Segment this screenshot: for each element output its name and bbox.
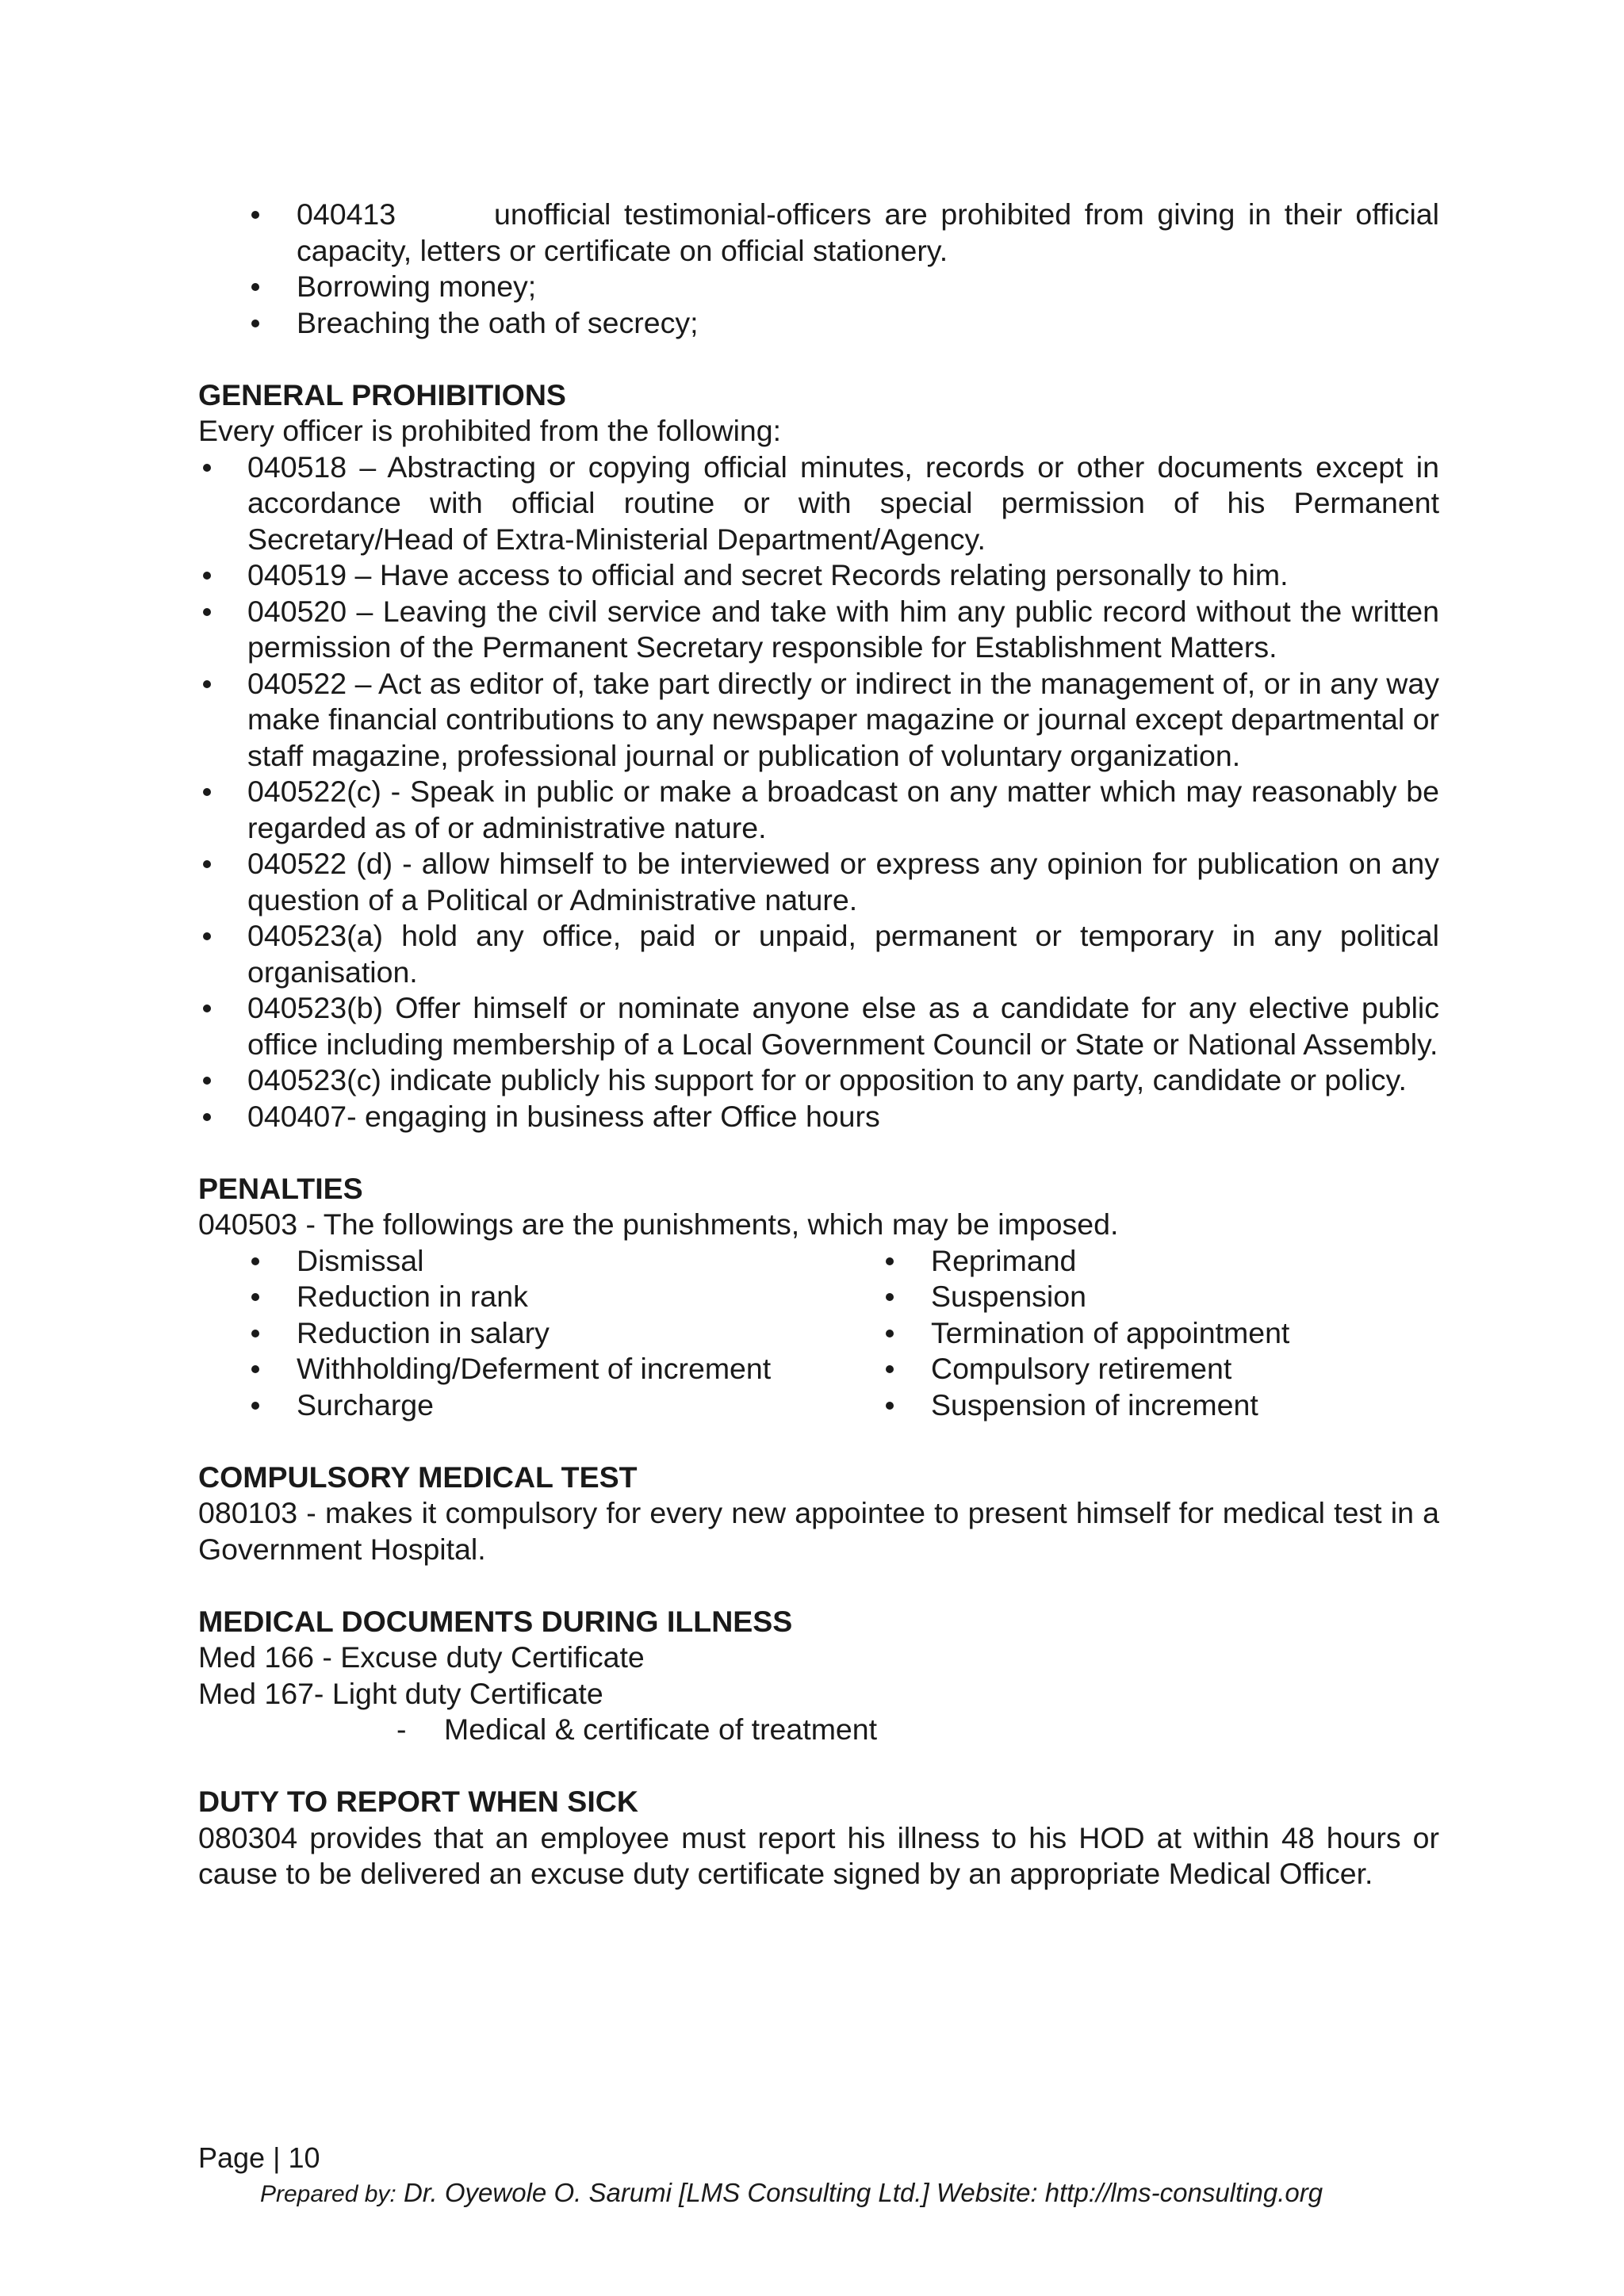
medical-doc-line: Medical & certificate of treatment xyxy=(444,1712,878,1746)
medical-doc-dash-item xyxy=(198,1712,1439,1748)
page-label: Page xyxy=(198,2141,266,2174)
list-item: Suspension of increment xyxy=(833,1387,1289,1424)
list-item: Reduction in rank xyxy=(198,1279,833,1315)
list-item: 040523(b) Offer himself or nominate anyone else as a candidate for any elective public office including membership of a Local Government Council or State or National Assembly. xyxy=(198,990,1439,1062)
section-heading-medical-test: COMPULSORY MEDICAL TEST xyxy=(198,1460,638,1494)
list-item: Borrowing money; xyxy=(198,269,1439,305)
list-item: 040518 – Abstracting or copying official minutes, records or other documents except in accordance with official routine or with special permission of his Permanent Secretary/Head of Extra-Ministerial Department/Agency. xyxy=(198,450,1439,558)
medical-doc-line: Med 167- Light duty Certificate xyxy=(198,1676,603,1710)
list-item: Breaching the oath of secrecy; xyxy=(198,305,1439,342)
list-item: 040523(c) indicate publicly his support for or opposition to any party, candidate or policy. xyxy=(198,1062,1439,1099)
top-bullet-list xyxy=(198,197,1439,341)
prepared-by-footer xyxy=(260,2175,1323,2212)
list-item: Withholding/Deferment of increment xyxy=(198,1351,833,1387)
list-item: Termination of appointment xyxy=(833,1315,1289,1352)
penalties-columns xyxy=(198,1243,1439,1424)
list-item xyxy=(198,197,1439,269)
list-item: Reduction in salary xyxy=(198,1315,833,1352)
page-content xyxy=(198,197,1439,1892)
section-paragraph: 080103 - makes it compulsory for every new appointee to present himself for medical test in a Government Hospital. xyxy=(198,1496,1439,1566)
list-item: 040522 – Act as editor of, take part directly or indirect in the management of, or in any way make financial contributions to any newspaper magazine or journal except departmental or staff magazine, professional journal or publication of voluntary organization. xyxy=(198,666,1439,775)
medical-doc-line: Med 166 - Excuse duty Certificate xyxy=(198,1640,645,1674)
general-prohibitions-list xyxy=(198,450,1439,1135)
dash-marker: - xyxy=(396,1712,407,1746)
list-item: Suspension xyxy=(833,1279,1289,1315)
section-intro: Every officer is prohibited from the following: xyxy=(198,414,782,447)
prepared-by-text: Dr. Oyewole O. Sarumi [LMS Consulting Ltd.] Website: http://lms-consulting.org xyxy=(403,2178,1323,2207)
section-intro: 040503 - The followings are the punishments, which may be imposed. xyxy=(198,1207,1119,1241)
list-item: 040522 (d) - allow himself to be interviewed or express any opinion for publication on any question of a Political or Administrative nature. xyxy=(198,846,1439,918)
list-item: 040407- engaging in business after Office hours xyxy=(198,1099,1439,1135)
prepared-by-label: Prepared by: xyxy=(260,2181,396,2207)
section-paragraph: 080304 provides that an employee must report his illness to his HOD at within 48 hours or cause to be delivered an excuse duty certificate signed by an appropriate Medical Officer. xyxy=(198,1820,1439,1890)
section-heading-penalties: PENALTIES xyxy=(198,1171,363,1205)
list-item: Dismissal xyxy=(198,1243,833,1280)
page-separator: | xyxy=(273,2141,281,2174)
section-heading-duty-report: DUTY TO REPORT WHEN SICK xyxy=(198,1785,638,1818)
rule-code: 040413 xyxy=(297,197,396,231)
page-number-value: 10 xyxy=(288,2141,320,2174)
page-number xyxy=(198,2141,320,2175)
list-item: Surcharge xyxy=(198,1387,833,1424)
list-item: 040522(c) - Speak in public or make a broadcast on any matter which may reasonably be regarded as of or administrative nature. xyxy=(198,774,1439,846)
section-heading-general-prohibitions: GENERAL PROHIBITIONS xyxy=(198,377,566,411)
penalties-list-right xyxy=(833,1243,1289,1424)
penalties-list-left xyxy=(198,1243,833,1424)
list-item: Reprimand xyxy=(833,1243,1289,1280)
list-item: 040523(a) hold any office, paid or unpaid, permanent or temporary in any political organisation. xyxy=(198,918,1439,990)
rule-text: unofficial testimonial-officers are prohibited from giving in their official capacity, letters or certificate on official stationery. xyxy=(297,197,1439,267)
list-item: Compulsory retirement xyxy=(833,1351,1289,1387)
list-item: 040520 – Leaving the civil service and take with him any public record without the written permission of the Permanent Secretary responsible for Establishment Matters. xyxy=(198,594,1439,666)
section-heading-medical-documents: MEDICAL DOCUMENTS DURING ILLNESS xyxy=(198,1604,793,1638)
list-item: 040519 – Have access to official and secret Records relating personally to him. xyxy=(198,557,1439,594)
